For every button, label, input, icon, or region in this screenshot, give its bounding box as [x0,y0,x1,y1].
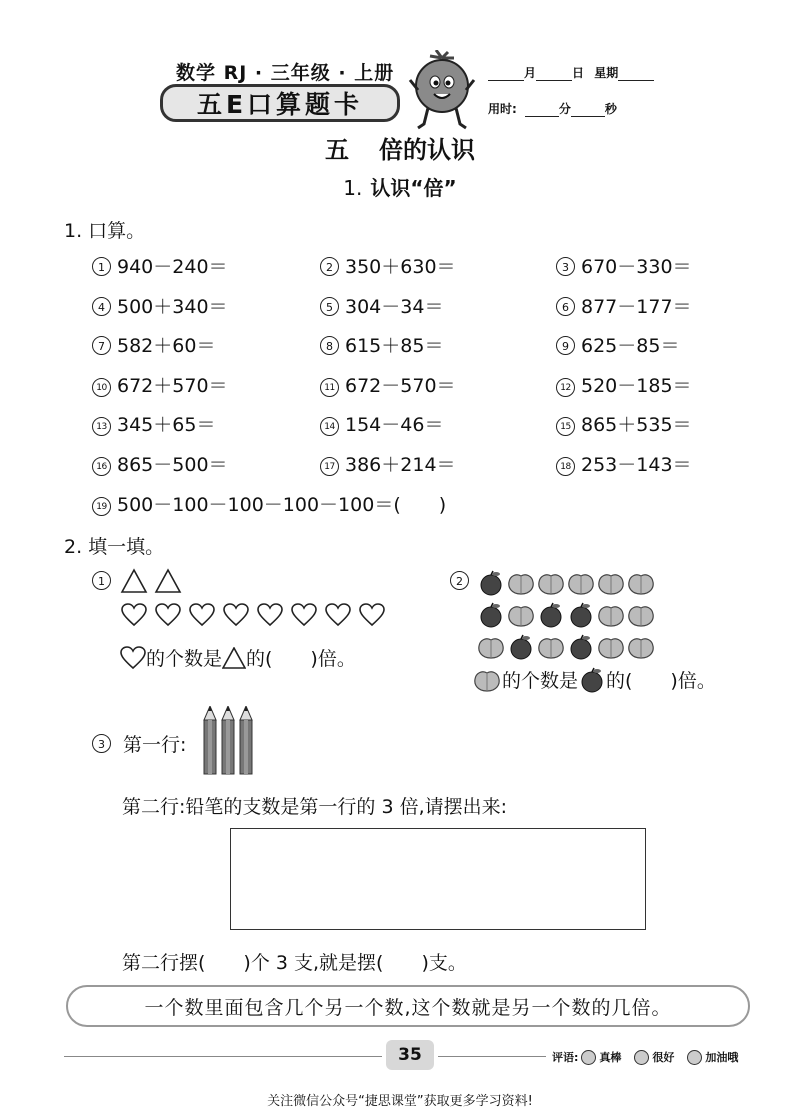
part3-circled-number: 3 [92,734,111,753]
part2-sentence [472,666,716,693]
heart-row [120,602,392,628]
rating-good: 很好 [652,1051,675,1064]
triangle-icon [122,570,146,592]
problem-15 [556,410,692,437]
apple-icon [481,603,501,627]
part2-number [450,570,475,592]
problem-19 [92,490,446,517]
date-line [488,64,654,81]
problem-expression: 386＋214＝ [345,454,456,476]
problem-1 [92,252,228,279]
lesson-number: 1. [343,176,363,200]
problem-12 [556,371,692,398]
pencil-icon [222,706,234,774]
row1-label: 第一行: [123,734,187,756]
time-label: 用时: [488,102,517,116]
problem-18 [556,450,692,477]
peach-icon [509,607,533,626]
month-label: 月 [524,66,537,80]
bottom-note: 关注微信公众号“捷思课堂”获取更多学习资料! [267,1094,533,1109]
problem-number: 15 [556,417,575,436]
second-label: 秒 [604,102,617,116]
problem-number: 19 [92,497,111,516]
part1-circled-number: 1 [92,571,111,590]
weekday-label: 星期 [594,66,619,80]
problem-9 [556,331,679,358]
problem-number: 13 [92,417,111,436]
problem-number: 5 [320,297,339,316]
apple-icon [481,571,501,595]
heart-icon [122,604,146,625]
problem-expression: 865＋535＝ [581,414,692,437]
try-harder-face-icon[interactable] [687,1050,702,1065]
problem-2 [320,252,456,279]
problem-10 [92,371,228,398]
brand-title: 五E口算题卡 [160,84,400,122]
weekday-blank[interactable] [618,68,654,81]
problem-expression: 670－330＝ [581,256,692,278]
problem-expression: 304－34＝ [345,295,444,318]
header-subject: 数学 RJ · 三年级 · 上册 [176,62,395,84]
problem-expression: 877－177＝ [581,295,692,318]
heart-icon [190,604,214,625]
apple-icon [541,603,561,627]
problem-number: 3 [556,257,575,276]
unit-number: 五 [325,136,349,164]
footer-divider-left [64,1056,382,1057]
peach-icon [569,575,593,594]
rating-try-harder: 加油哦 [705,1051,739,1064]
heart-icon [224,604,248,625]
unit-name: 倍的认识 [379,136,475,164]
peach-icon [599,607,623,626]
heart-icon [156,604,180,625]
peach-icon [539,575,563,594]
part3-row1 [92,730,186,757]
peach-icon [599,639,623,658]
question-1-label: 1. 口算。 [64,220,146,242]
problem-expression: 940－240＝ [117,256,228,278]
peach-icon [629,607,653,626]
problem-number: 1 [92,257,111,276]
part2-text-a: 的个数是 [502,670,579,692]
minute-blank[interactable] [525,104,559,117]
lesson-title [0,172,800,201]
problem-number: 16 [92,457,111,476]
heart-icon [360,604,384,625]
problem-7 [92,331,215,358]
problem-expression: 625－85＝ [581,335,680,358]
problem-6 [556,292,692,319]
problem-expression: 865－500＝ [117,454,228,476]
month-blank[interactable] [488,68,524,81]
problem-number: 2 [320,257,339,276]
good-face-icon[interactable] [634,1050,649,1065]
minute-label: 分 [558,102,571,116]
peach-icon [479,639,503,658]
fruit-grid [476,566,656,666]
problem-number: 18 [556,457,575,476]
unit-title [0,130,800,165]
peach-icon [629,639,653,658]
triangle-icon [222,647,246,669]
problem-13 [92,410,215,437]
problem-expression: 500＋340＝ [117,295,228,318]
problem-expression: 345＋65＝ [117,414,216,437]
problem-expression: 350＋630＝ [345,256,456,278]
footer-divider-right [438,1056,546,1057]
problem-5 [320,292,443,319]
apple-icon [578,667,606,693]
day-blank[interactable] [536,68,572,81]
triangle-icon [156,570,180,592]
peach-icon [629,575,653,594]
part3-answer-sentence: 第二行摆( )个 3 支,就是摆( )支。 [122,952,467,974]
problem-11 [320,371,456,398]
heart-icon [258,604,282,625]
problem-expression: 500－100－100－100－100＝( ) [117,493,447,516]
concept-summary: 一个数里面包含几个另一个数,这个数就是另一个数的几倍。 [66,985,750,1027]
rating-bar [552,1049,738,1065]
problem-17 [320,450,456,477]
question-2-label: 2. 填一填。 [64,536,165,558]
problem-16 [92,450,228,477]
problem-4 [92,292,228,319]
pencil-row [202,706,262,776]
problem-number: 4 [92,297,111,316]
problem-number: 10 [92,378,111,397]
part2-text-b: 的( )倍。 [606,670,716,692]
problem-number: 11 [320,378,339,397]
part1-number [92,570,117,592]
problem-number: 7 [92,336,111,355]
part1-text-a: 的个数是 [146,648,223,670]
problem-number: 14 [320,417,339,436]
rating-great: 真棒 [599,1051,622,1064]
problem-expression: 615＋85＝ [345,335,444,358]
problem-number: 6 [556,297,575,316]
apple-icon [571,635,591,659]
problem-number: 9 [556,336,575,355]
second-blank[interactable] [571,104,605,117]
heart-icon [120,646,146,670]
problem-14 [320,410,443,437]
part2-circled-number: 2 [450,571,469,590]
triangle-row [120,568,184,594]
problem-expression: 582＋60＝ [117,335,216,358]
heart-icon [292,604,316,625]
problem-number: 8 [320,336,339,355]
problem-3 [556,252,692,279]
problem-expression: 253－143＝ [581,454,692,476]
time-line [488,100,617,117]
rating-label: 评语: [552,1051,579,1064]
great-face-icon[interactable] [581,1050,596,1065]
part1-sentence [120,644,356,671]
peach-icon [472,667,502,693]
peach-icon [539,639,563,658]
pencil-icon [240,706,252,774]
problem-expression: 672－570＝ [345,374,456,397]
apple-icon [571,603,591,627]
page-number: 35 [386,1040,434,1070]
apple-icon [511,635,531,659]
day-label: 日 [572,66,585,80]
problem-8 [320,331,443,358]
peach-icon [509,575,533,594]
heart-icon [326,604,350,625]
row2-instruction: 第二行:铅笔的支数是第一行的 3 倍,请摆出来: [122,796,508,818]
problem-expression: 672＋570＝ [117,374,228,397]
part1-text-b: 的( )倍。 [246,648,356,670]
pencil-icon [204,706,216,774]
peach-icon [599,575,623,594]
pencil-drawing-box[interactable] [230,828,646,930]
lesson-name: 认识“倍” [370,176,457,200]
problem-number: 17 [320,457,339,476]
problem-number: 12 [556,378,575,397]
problem-expression: 520－185＝ [581,374,692,397]
problem-expression: 154－46＝ [345,414,444,437]
mascot-icon [408,50,476,132]
